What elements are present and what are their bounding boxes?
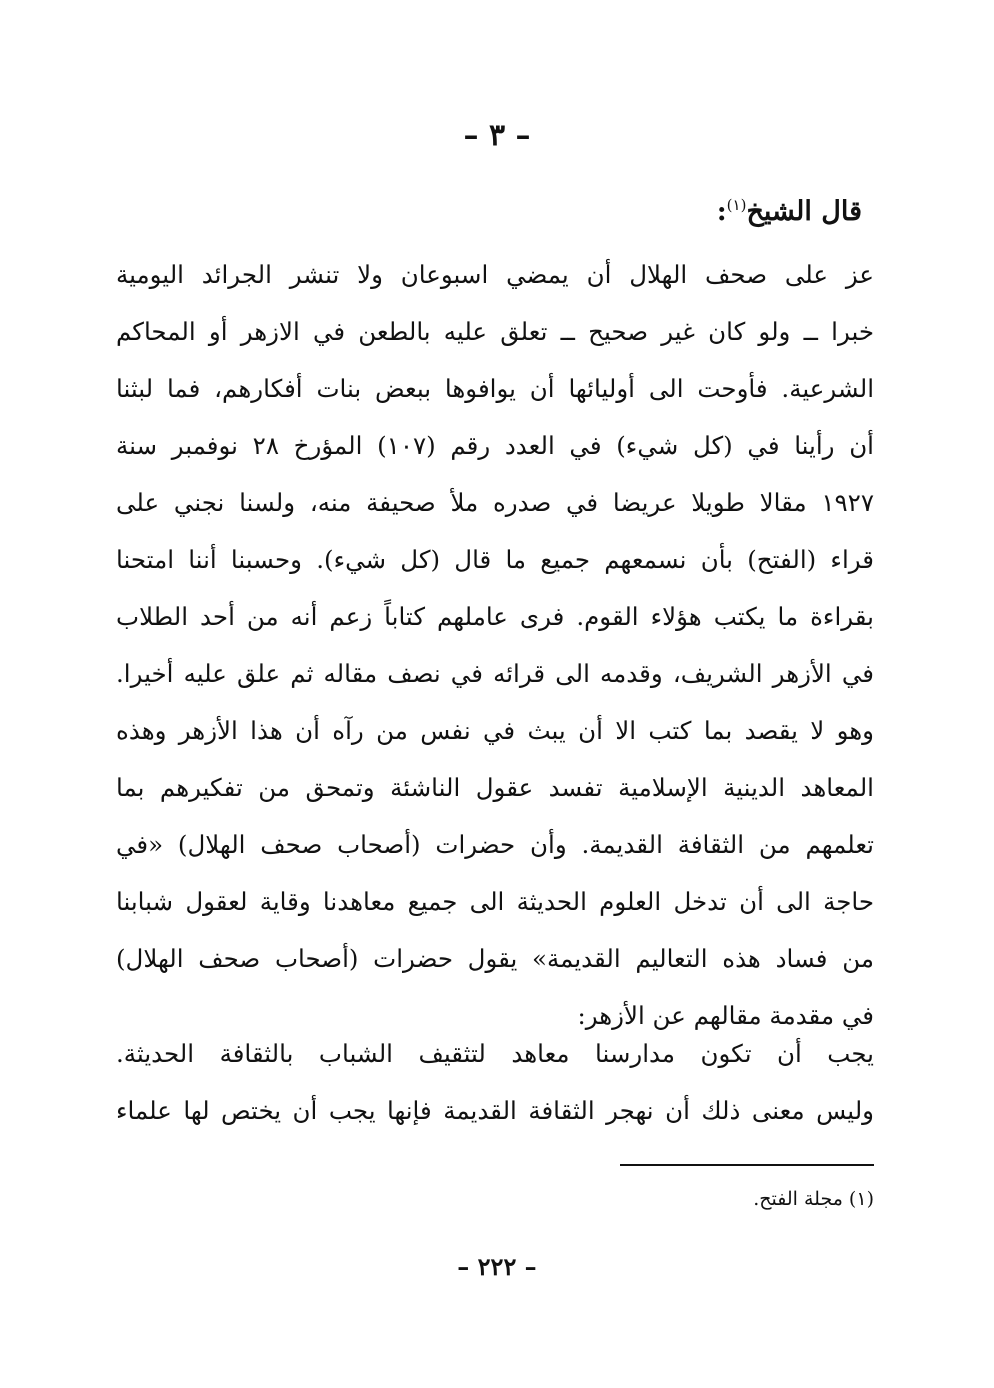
paragraph-line: أن رأينا في (كل شيء) في العدد رقم (١٠٧) المؤرخ ٢٨ نوفمبر سنة (116, 431, 874, 460)
heading-colon: : (716, 196, 727, 227)
footnote-marker: (١) (726, 196, 747, 214)
paragraph-line: الشرعية. فأوحت الى أوليائها أن يوافوها ببعض بنات أفكارهم، فما لبثنا (116, 374, 874, 403)
section-number: – ٣ – (463, 118, 531, 153)
paragraph-line: ١٩٢٧ مقالا طويلا عريضا في صدره ملأ صحيفة منه، ولسنا نجني على (116, 488, 874, 517)
paragraph-line: في الأزهر الشريف، وقدمه الى قرائه في نصف مقاله ثم علق عليه أخيرا. (116, 659, 874, 688)
paragraph-1 (116, 246, 874, 1044)
paragraph-line: حاجة الى أن تدخل العلوم الحديثة الى جميع معاهدنا وقاية لعقول شبابنا (116, 887, 874, 916)
paragraph-line: قراء (الفتح) بأن نسمعهم جميع ما قال (كل شيء). وحسبنا أننا امتحنا (116, 545, 874, 574)
footnote: (١) مجلة الفتح. (753, 1188, 874, 1210)
paragraph-line: في مقدمة مقالهم عن الأزهر: (577, 1001, 874, 1030)
heading (717, 196, 862, 227)
paragraph-2 (116, 1025, 874, 1139)
paragraph-line: بقراءة ما يكتب هؤلاء القوم. فرى عاملهم كتاباً زعم أنه من أحد الطلاب (116, 602, 874, 631)
paragraph-line: عز على صحف الهلال أن يمضي اسبوعان ولا تنشر الجرائد اليومية (116, 260, 874, 289)
paragraph-line: المعاهد الدينية الإسلامية تفسد عقول الناشئة وتمحق من تفكيرهم بما (116, 773, 874, 802)
paragraph-line: من فساد هذه التعاليم القديمة» يقول حضرات (أصحاب صحف الهلال) (116, 944, 874, 973)
heading-text: قال الشيخ (746, 196, 862, 227)
paragraph-line: خبرا ــ ولو كان غير صحيح ــ تعلق عليه بالطعن في الازهر أو المحاكم (116, 317, 874, 346)
paragraph-line: يجب أن تكون مدارسنا معاهد لتثقيف الشباب بالثقافة الحديثة. (116, 1039, 874, 1068)
paragraph-line: وليس معنى ذلك أن نهجر الثقافة القديمة فإنها يجب أن يختص لها علماء (116, 1096, 874, 1125)
paragraph-line: وهو لا يقصد بما كتب الا أن يبث في نفس من رآه أن هذا الأزهر وهذه (116, 716, 874, 745)
footnote-divider (620, 1164, 874, 1166)
paragraph-line: تعلمهم من الثقافة القديمة. وأن حضرات (أصحاب صحف الهلال) «في (116, 830, 874, 859)
page-number: – ٢٢٢ – (457, 1252, 537, 1281)
